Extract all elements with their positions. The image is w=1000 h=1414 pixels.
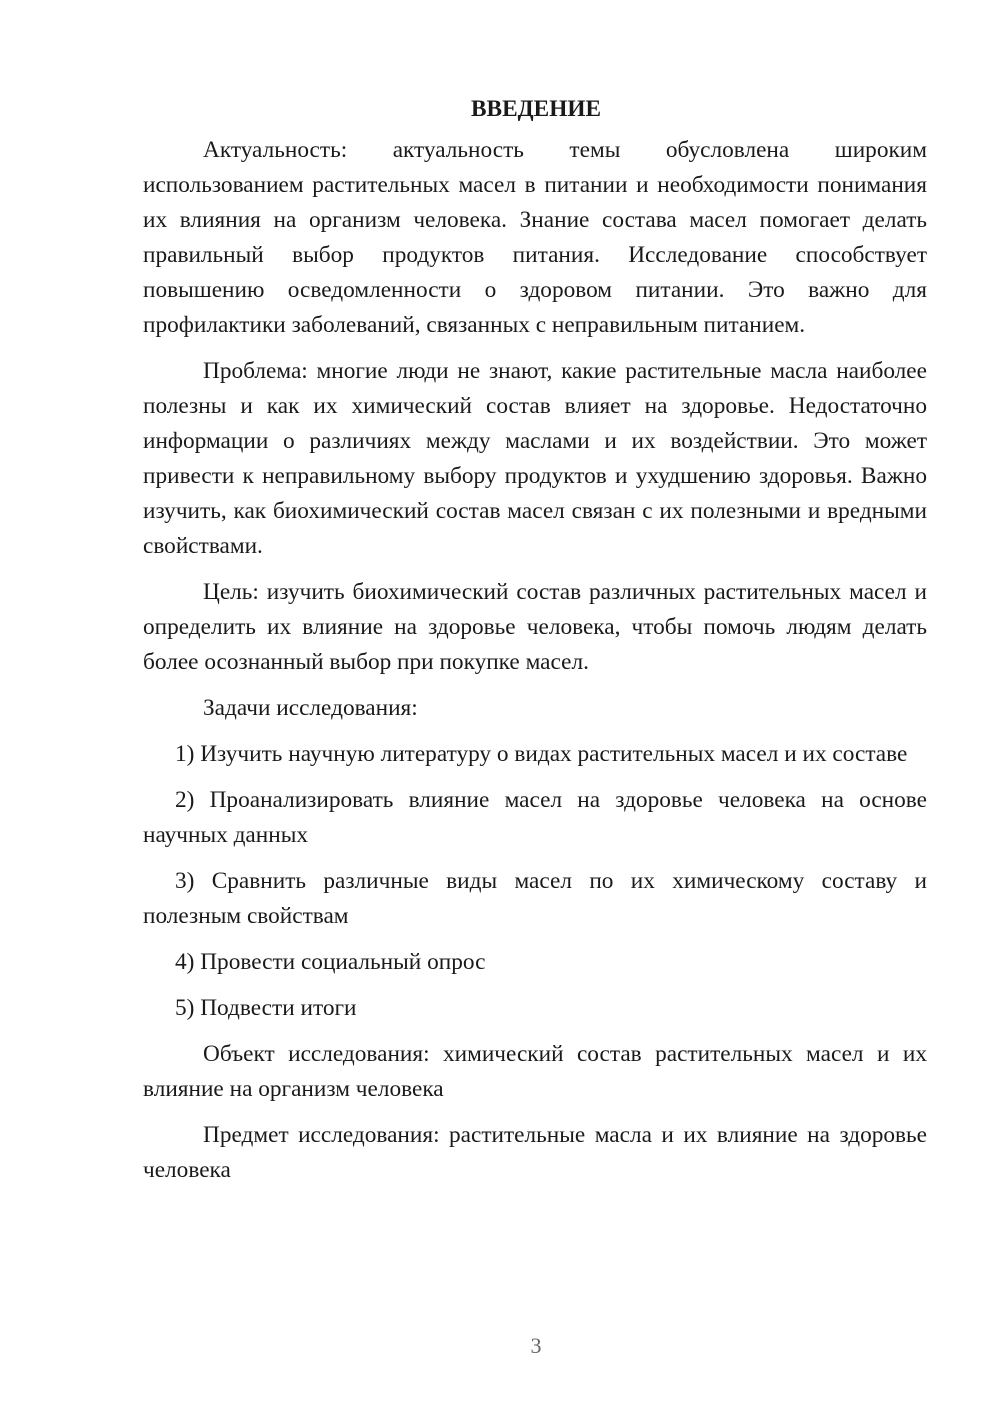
task-item: 5) Подвести итоги: [175, 995, 357, 1021]
problem-paragraph: Проблема: многие люди не знают, какие растительные масла наиболее полезны и как их химический состав влияет на здоровье. Недостаточно информации о различиях между маслами и их воздействии. Это может привести к неправильному выбору продуктов и ухудшению здоровья. Важно изучить, как биохимический состав масел связан с их полезными и вредными свойствами.: [143, 358, 927, 559]
task-item: 2) Проанализировать влияние масел на здоровье человека на основе научных данных: [143, 787, 927, 848]
task-item: 1) Изучить научную литературу о видах растительных масел и их составе: [175, 741, 908, 767]
subject-paragraph: Предмет исследования: растительные масла и их влияние на здоровье человека: [143, 1122, 927, 1183]
section-title: ВВЕДЕНИЕ: [471, 96, 601, 122]
goal-paragraph: Цель: изучить биохимический состав различных растительных масел и определить их влияние на здоровье человека, чтобы помочь людям делать более осознанный выбор при покупке масел.: [143, 579, 927, 675]
relevance-paragraph: Актуальность: актуальность темы обусловлена широким использованием растительных масел в питании и необходимости понимания их влияния на организм человека. Знание состава масел помогает делать правильный выбор продуктов питания. Исследование способствует повышению осведомленности о здоровом питании. Это важно для профилактики заболеваний, связанных с неправильным питанием.: [143, 137, 927, 338]
document-page: [143, 92, 927, 1199]
object-paragraph: Объект исследования: химический состав растительных масел и их влияние на организм человека: [143, 1041, 927, 1102]
task-item: 4) Провести социальный опрос: [175, 949, 486, 975]
tasks-heading: Задачи исследования:: [203, 695, 418, 721]
task-item: 3) Сравнить различные виды масел по их химическому составу и полезным свойствам: [143, 868, 927, 929]
page-number: 3: [530, 1333, 542, 1358]
